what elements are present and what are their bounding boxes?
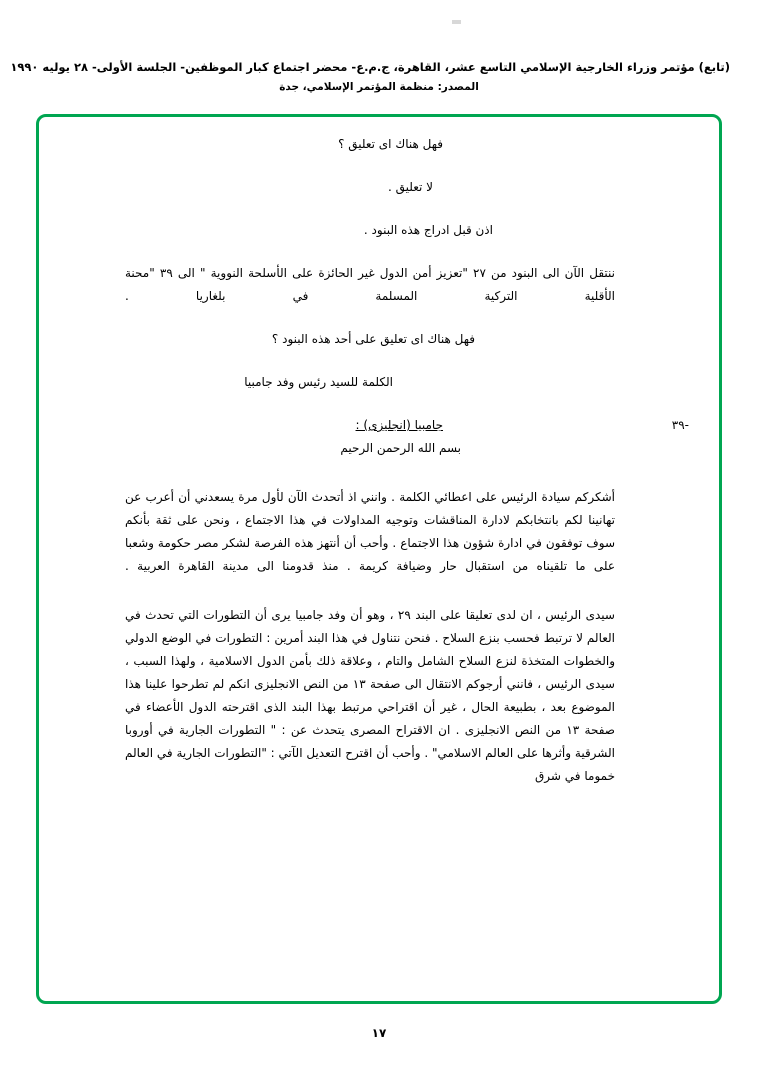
speaker-name: جامبيا (انجليزى) : [355, 418, 443, 432]
header-title-line: (تابع) مؤتمر وزراء الخارجية الإسلامي التاسع عشر، القاهرة، ج.م.ع- محضر اجتماع كبار الموظفين- الجلسة الأولى- ٢٨ يوليه ١٩٩٠ [10, 60, 730, 74]
page-number: ١٧ [371, 1026, 387, 1040]
paragraph-items-range: ننتقل الآن الى البنود من ٢٧ "تعزيز أمن الدول غير الحائزة على الأسلحة النووية " الى ٣٩ "محنة الأقلية التركية المسلمة في بلغاريا . [125, 266, 615, 303]
transcript-body [65, 133, 693, 991]
basmala-line: بسم الله الرحمن الرحيم [340, 441, 461, 455]
speaker-number: -٣٩ [671, 418, 689, 432]
paragraph-no-comment: لا تعليق . [387, 180, 433, 194]
paragraph-any-comment-items: فهل هناك اى تعليق على أحد هذه البنود ؟ [271, 332, 475, 346]
paragraph-question-comment: فهل هناك اى تعليق ؟ [338, 137, 443, 151]
document-header [10, 58, 730, 96]
speaker-heading [65, 414, 693, 437]
paragraph-item-29-comment: سيدى الرئيس ، ان لدى تعليقا على البند ٢٩ ، وهو أن وفد جامبيا يرى أن التطورات التي تحدث في العالم لا ترتبط فحسب بنزع السلاح . فنحن نتناول في هذا البند أمرين : التطورات في الوضع الدولي والخطوات المتخذة لنزع السلاح الشامل والتام ، وعلاقة ذلك بأمن الدول الاسلامية ، ولهذا السبب ، سيدى الرئيس ، فانني أرجوكم الانتقال الى صفحة ١٣ من النص الانجليزى انكم لم تطرحوا علينا هذا الموضوع بعد ، بطبيعة الحال ، غير أن اقتراحي مرتبط بهذا البند الذى اقترحته الدول الأعضاء في صفحة ١٣ من النص الانجليزى . ان الاقتراح المصرى يتحدث عن : " التطورات الجارية في أوروبا الشرقية وأثرها على العالم الاسلامي" . وأحب أن اقترح التعديل الآتي : "التطورات الجارية في العالم خموما في شرق [125, 608, 615, 783]
header-source-line: المصدر: منظمة المؤتمر الإسلامي، جدة [279, 81, 479, 93]
scan-artifact [452, 20, 461, 24]
paragraph-floor-to-gambia: الكلمة للسيد رئيس وفد جامبيا [244, 375, 393, 389]
paragraph-thanks: أشكركم سيادة الرئيس على اعطائي الكلمة . وانني اذ أتحدث الآن لأول مرة يسعدني أن أعرب عن تهانينا لكم بانتخابكم لادارة المناقشات وتوجيه المداولات في هذا الاجتماع ، ونحن على ثقة بأنكم سوف توفقون في ادارة شؤون هذا الاجتماع . وأحب أن أنتهز هذه الفرصة لشكر مصر حكومة وشعبا على ما تلقيناه من استقبال حار وضيافة كريمة . منذ قدومنا الى مدينة القاهرة العربية . [125, 490, 615, 573]
content-frame [36, 114, 722, 1004]
paragraph-accept-items: اذن قبل ادراج هذه البنود . [363, 223, 493, 237]
